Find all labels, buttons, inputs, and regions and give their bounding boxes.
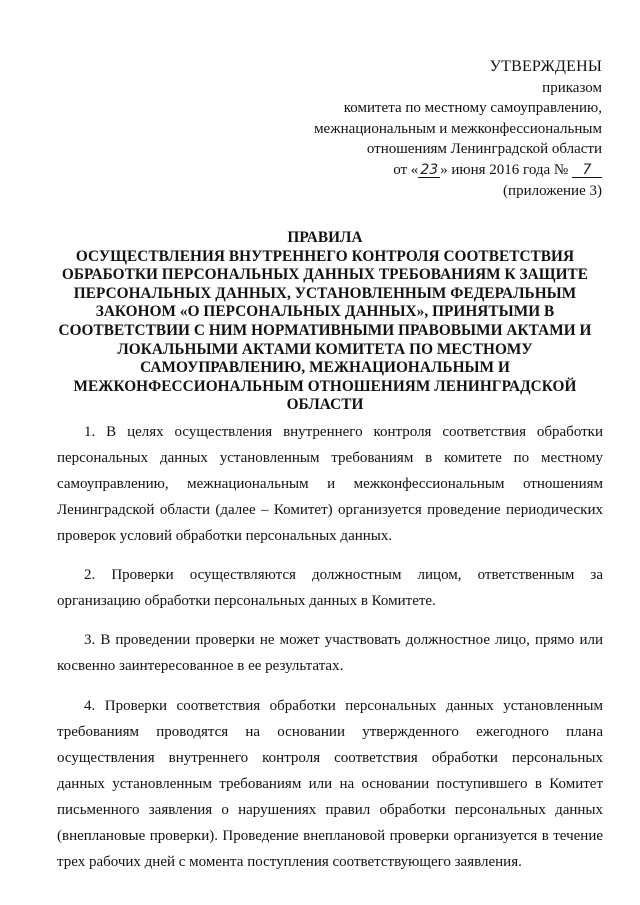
title-line-2: ОСУЩЕСТВЛЕНИЯ ВНУТРЕННЕГО КОНТРОЛЯ СООТВЕТСТВИЯ <box>75 247 575 265</box>
document-title <box>55 229 595 415</box>
title-line-7: ЛОКАЛЬНЫМИ АКТАМИ КОМИТЕТА ПО МЕСТНОМУ <box>117 340 533 358</box>
title-line-4: ПЕРСОНАЛЬНЫХ ДАННЫХ, УСТАНОВЛЕННЫМ ФЕДЕРАЛЬНЫМ <box>73 284 577 302</box>
approval-heading: УТВЕРЖДЕНЫ <box>489 58 602 75</box>
handwritten-order-number: 7 <box>572 163 602 178</box>
title-line-10: ОБЛАСТИ <box>286 396 364 414</box>
title-line-6: СООТВЕТСТВИИ С НИМ НОРМАТИВНЫМИ ПРАВОВЫМИ АКТАМИ И <box>58 321 592 339</box>
approval-line-3: межнациональным и межконфессиональным <box>314 120 602 137</box>
approval-line-4: отношениям Ленинградской области <box>366 141 602 157</box>
document-body <box>57 419 603 888</box>
title-line-9: МЕЖКОНФЕССИОНАЛЬНЫМ ОТНОШЕНИЯМ ЛЕНИНГРАДСКОЙ <box>73 377 577 395</box>
paragraph-2: 2. Проверки осуществляются должностным лицом, ответственным за организацию обработки персональных данных в Комитете. <box>57 567 603 609</box>
approval-date-line <box>314 160 602 181</box>
title-line-1: ПРАВИЛА <box>287 229 363 246</box>
paragraph-1: 1. В целях осуществления внутреннего контроля соответствия обработки персональных данных установленным требованиям в комитете по местному самоуправлению, межнациональным и межконфессиональным отношениям Ленинградской области (далее – Комитет) организуется проведение периодических проверок условий обработки персональных данных. <box>57 424 603 544</box>
date-prefix: от « <box>393 161 419 178</box>
title-line-5: ЗАКОНОМ «О ПЕРСОНАЛЬНЫХ ДАННЫХ», ПРИНЯТЫМИ В <box>95 303 555 321</box>
approval-block <box>314 57 602 180</box>
approval-line-1: приказом <box>542 79 602 96</box>
title-line-3: ОБРАБОТКИ ПЕРСОНАЛЬНЫХ ДАННЫХ ТРЕБОВАНИЯМ К ЗАЩИТЕ <box>61 266 589 284</box>
paragraph-3: 3. В проведении проверки не может участвовать должностное лицо, прямо или косвенно заинтересованное в ее результатах. <box>57 632 603 674</box>
appendix-label: (приложение 3) <box>503 183 602 199</box>
date-suffix: » июня 2016 года № <box>440 161 569 178</box>
title-line-8: САМОУПРАВЛЕНИЮ, МЕЖНАЦИОНАЛЬНЫМ И <box>140 359 510 377</box>
handwritten-date-day: 23 <box>420 161 439 178</box>
paragraph-4: 4. Проверки соответствия обработки персональных данных установленным требованиям проводятся на основании утвержденного ежегодного плана осуществления внутреннего контроля соответствия обработки персональных данных установленным требованиям или на основании поступившего в Комитет письменного заявления о нарушениях правил обработки персональных данных (внеплановые проверки). Проведение внеплановой проверки организуется в течение трех рабочих дней с момента поступления соответствующего заявления. <box>57 698 603 870</box>
approval-line-2: комитета по местному самоуправлению, <box>343 100 602 116</box>
